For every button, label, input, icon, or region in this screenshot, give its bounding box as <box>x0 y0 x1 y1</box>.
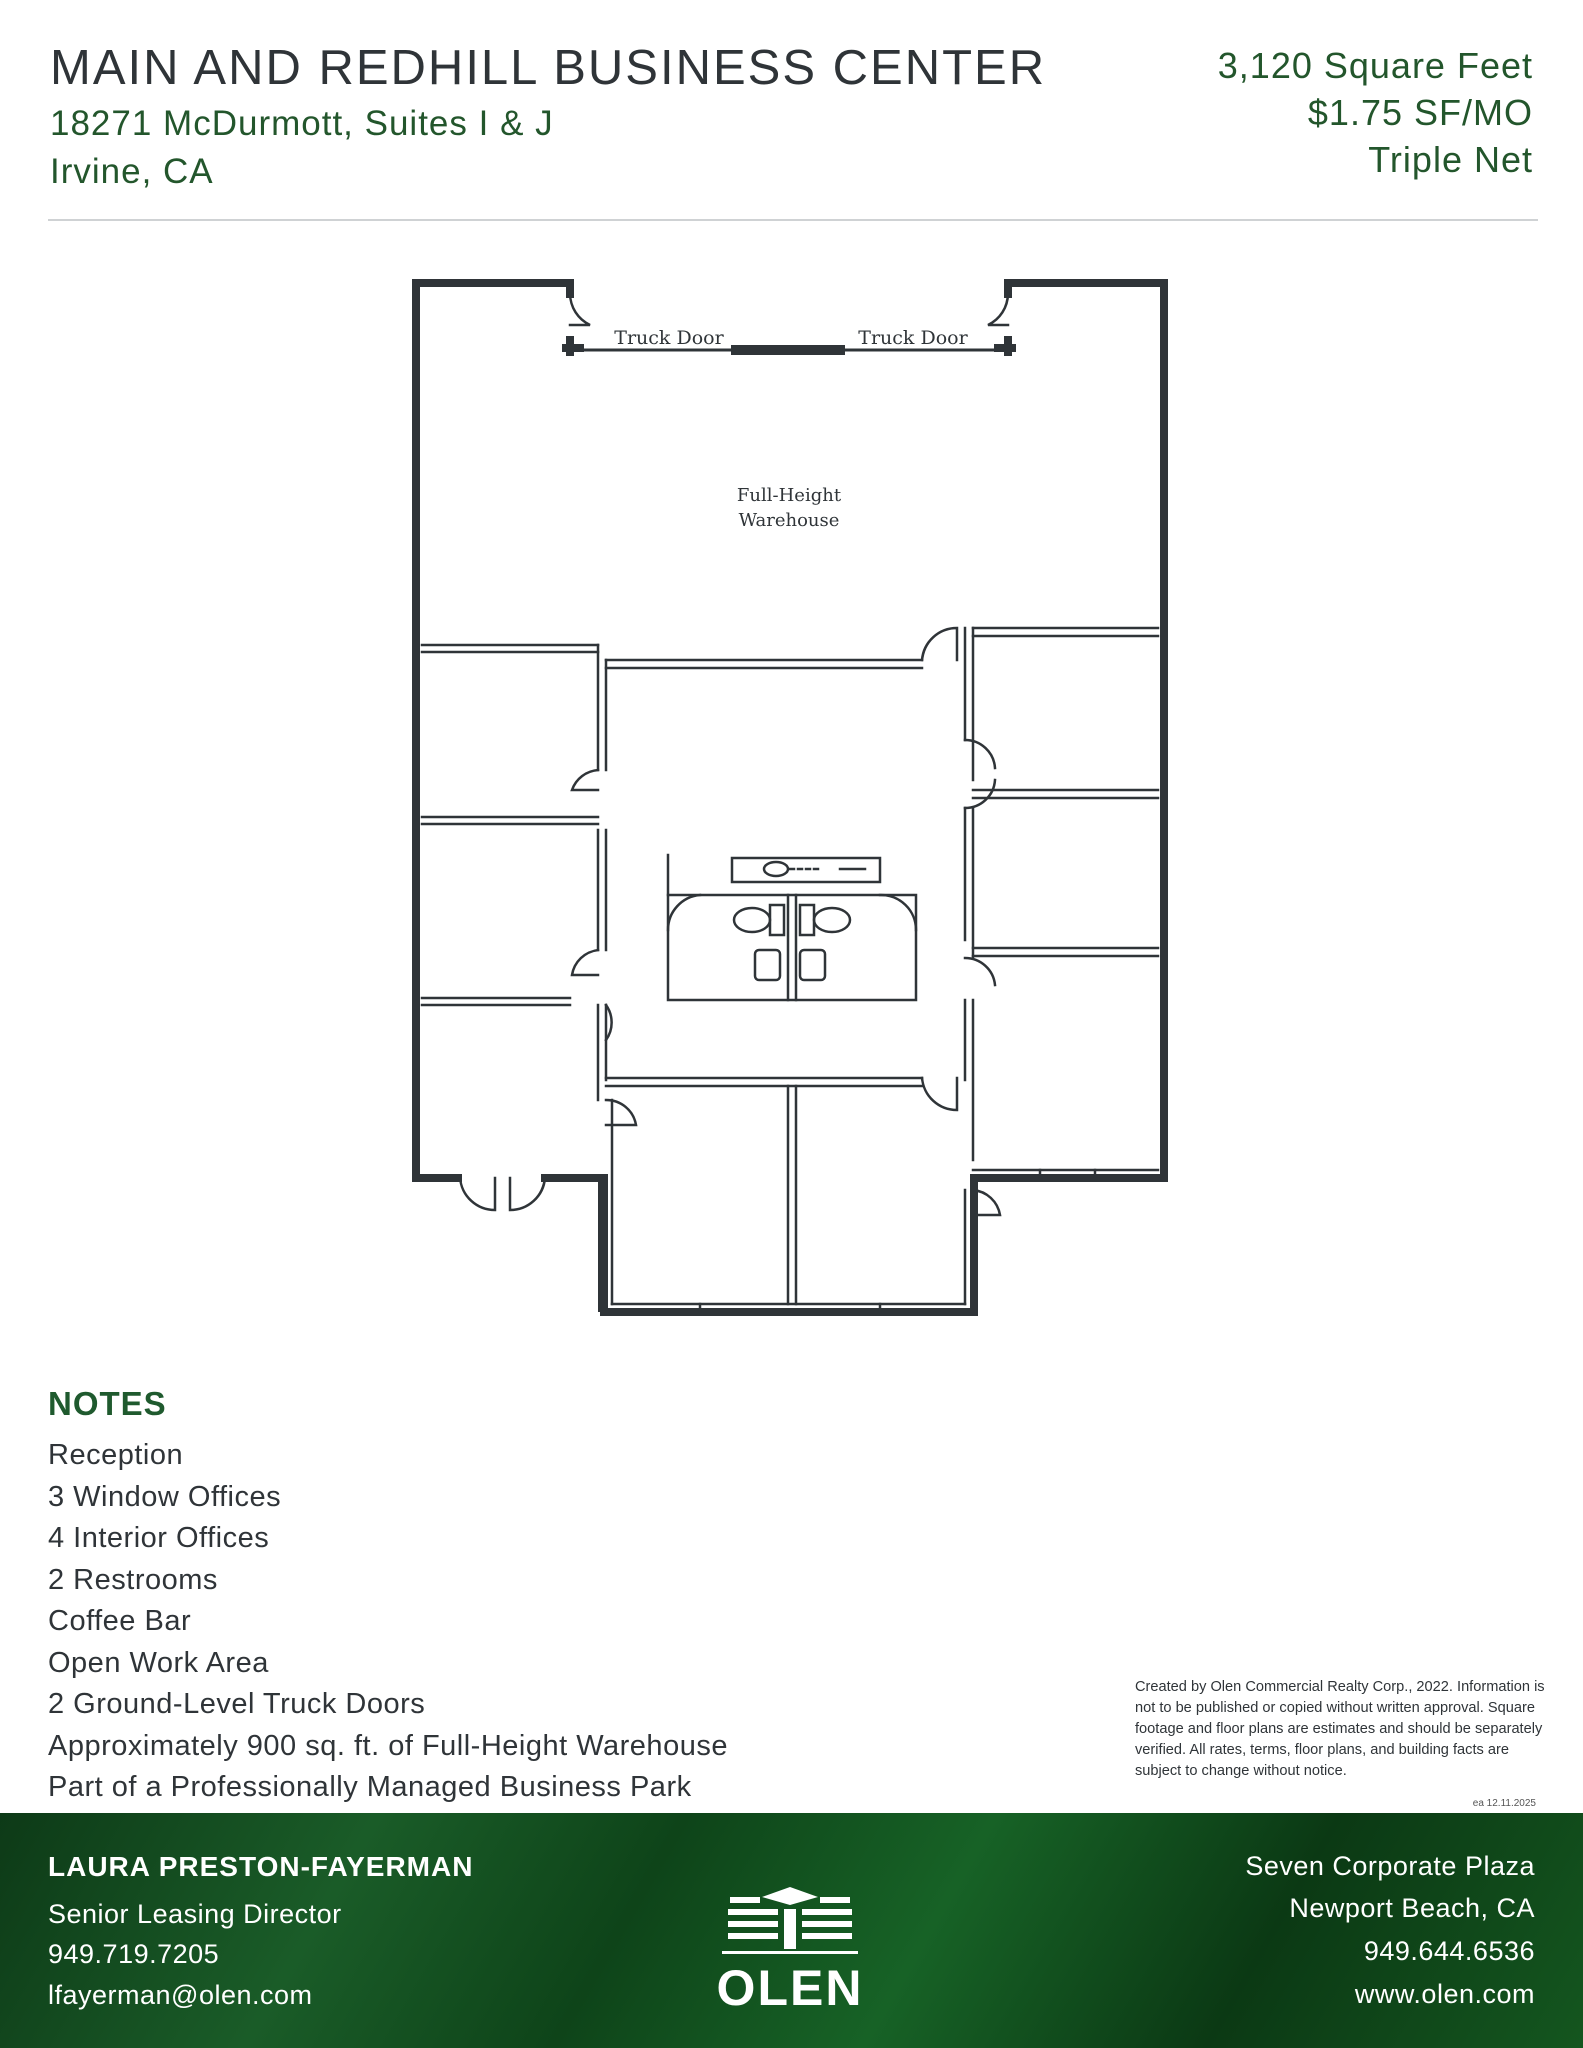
note-item: Approximately 900 sq. ft. of Full-Height Warehouse <box>48 1729 728 1762</box>
lease-type: Triple Net <box>1368 139 1533 180</box>
contact-name: LAURA PRESTON-FAYERMAN <box>48 1851 474 1882</box>
contact-email[interactable]: lfayerman@olen.com <box>48 1980 313 2010</box>
office-address-2: Newport Beach, CA <box>1289 1893 1535 1923</box>
note-item: Reception <box>48 1439 184 1471</box>
office-address-1: Seven Corporate Plaza <box>1245 1851 1535 1881</box>
disclaimer: Created by Olen Commercial Realty Corp., 2022. Information is not to be published or copied without written approval. Square footage and floor plans are estimates and should be separately verified. All rates, terms, floor plans, and building facts are subject to change without notice. <box>1135 1679 1545 1779</box>
office-phone[interactable]: 949.644.6536 <box>1363 1936 1535 1966</box>
olen-logo-text: OLEN <box>716 1960 864 2016</box>
note-item: 2 Ground-Level Truck Doors <box>48 1688 426 1720</box>
address-line-1: 18271 McDurmott, Suites I & J <box>50 104 554 143</box>
square-feet: 3,120 Square Feet <box>1217 45 1533 86</box>
note-item: Part of a Professionally Managed Business Park <box>48 1771 692 1803</box>
note-item: Coffee Bar <box>48 1605 192 1637</box>
footer <box>0 1813 1583 2048</box>
truck-door-label-left: Truck Door <box>614 327 724 349</box>
olen-building-icon <box>700 1883 880 1963</box>
property-title: MAIN AND REDHILL BUSINESS CENTER <box>50 41 1047 95</box>
lease-rate: $1.75 SF/MO <box>1307 92 1533 133</box>
notes-heading: NOTES <box>48 1385 167 1422</box>
address-line-2: Irvine, CA <box>50 152 214 191</box>
website-link[interactable]: www.olen.com <box>1354 1979 1535 2009</box>
notes-list <box>48 1435 728 1809</box>
note-item: 2 Restrooms <box>48 1563 218 1596</box>
warehouse-label-line1: Full-Height <box>736 485 842 506</box>
revision-stamp: ea 12.11.2025 <box>1472 1798 1536 1809</box>
warehouse-label-line2: Warehouse <box>738 510 840 531</box>
note-item: 4 Interior Offices <box>48 1522 270 1554</box>
truck-door-label-right: Truck Door <box>858 327 968 349</box>
contact-title: Senior Leasing Director <box>48 1899 342 1929</box>
note-item: Open Work Area <box>48 1646 269 1679</box>
note-item: 3 Window Offices <box>48 1480 282 1513</box>
olen-logo <box>700 1883 880 2016</box>
contact-phone[interactable]: 949.719.7205 <box>48 1939 220 1969</box>
